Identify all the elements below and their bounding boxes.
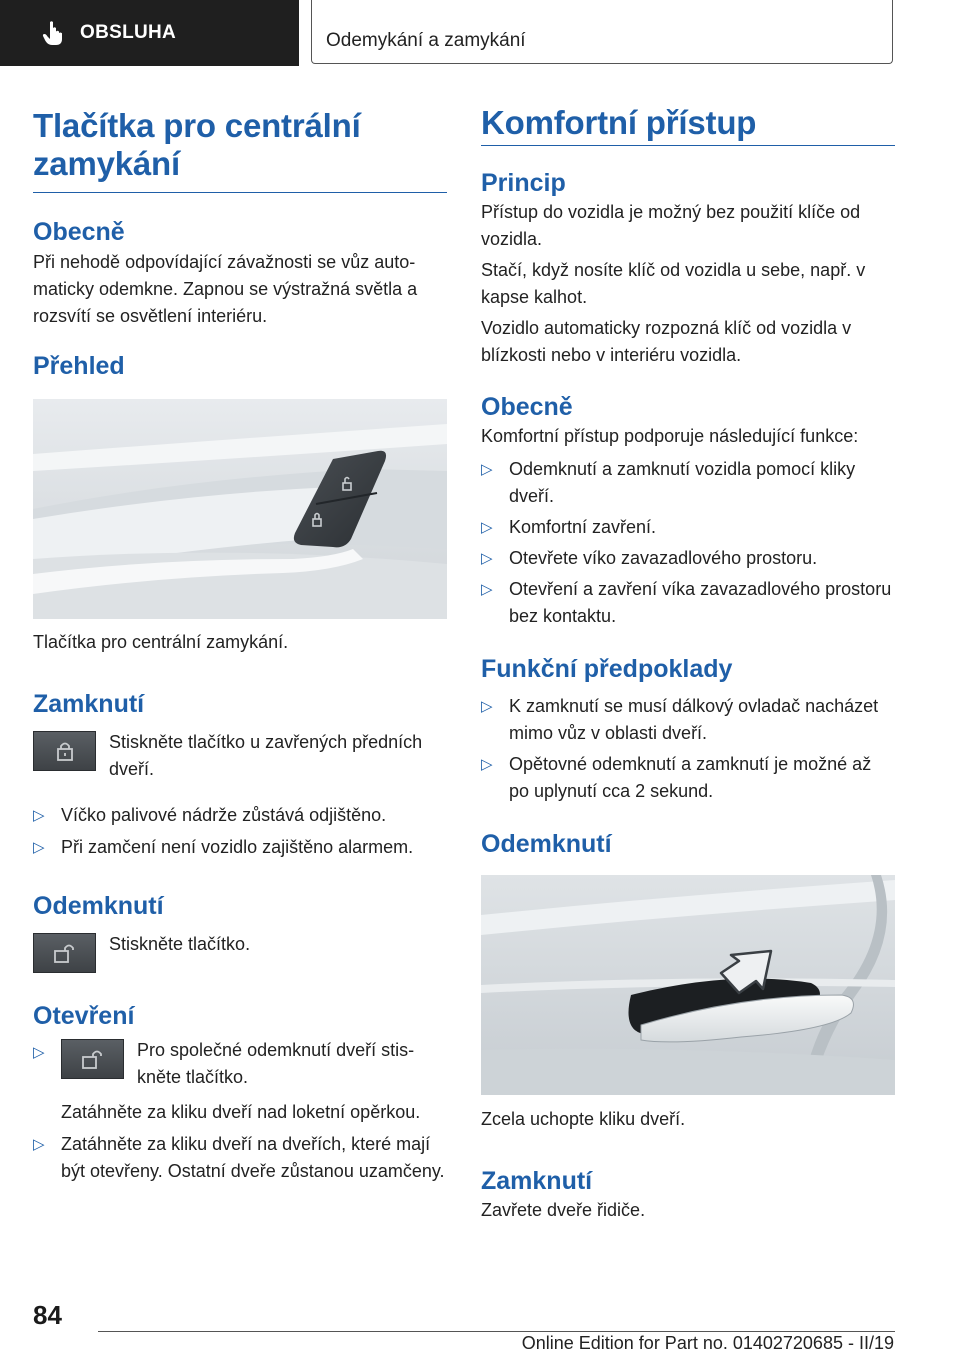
section-title: OBSLUHA bbox=[80, 22, 177, 43]
general-text: Při nehodě odpovídající závažnosti se vůz automaticky odemkne. Zapnou se výstražná světla a rozsvítí se osvětlení interiéru. bbox=[33, 252, 418, 326]
principle-p3: Vozidlo automaticky rozpozná klíč od vozidla v blízkosti nebo v interiéru vozidla. bbox=[481, 318, 852, 365]
left-column bbox=[33, 100, 447, 1185]
unlock-icon bbox=[53, 942, 77, 964]
footer-rule bbox=[98, 1331, 895, 1332]
list-item: ▷ Víčko palivové nádrže zůstává odjištěno. bbox=[33, 802, 447, 829]
principle-p2: Stačí, když nosíte klíč od vozidla u sebe, např. v kapse kalhot. bbox=[481, 260, 866, 307]
lock-text: Stiskněte tlačítko u zavřených předních dveří. bbox=[109, 732, 423, 779]
title-rule bbox=[33, 192, 447, 193]
unlock-heading: Odemknutí bbox=[33, 892, 164, 920]
unlock-button-image bbox=[33, 933, 96, 973]
overview-caption: Tlačítka pro centrální zamykání. bbox=[33, 632, 289, 652]
bullet-triangle-icon: ▷ bbox=[33, 1044, 45, 1061]
overview-heading: Přehled bbox=[33, 352, 125, 380]
comfort-intro: Komfortní přístup podporuje následující funkce: bbox=[481, 426, 859, 446]
unlock-icon bbox=[81, 1048, 105, 1070]
principle-p1: Přístup do vozidla je možný bez použití klíče od vozidla. bbox=[481, 202, 861, 249]
unlock-row bbox=[33, 933, 447, 973]
bullet-triangle-icon: ▷ bbox=[33, 1136, 45, 1153]
lock-button-image bbox=[33, 731, 96, 771]
list-item: ▷ Při zamčení není vozidlo zajištěno alarmem. bbox=[33, 834, 447, 861]
open-row bbox=[61, 1039, 447, 1091]
bullet-triangle-icon: ▷ bbox=[33, 807, 45, 824]
topic-box bbox=[311, 0, 893, 64]
bullet-triangle-icon: ▷ bbox=[481, 581, 493, 598]
door-buttons-photo bbox=[33, 399, 447, 619]
lock-row bbox=[33, 731, 447, 783]
list-item: ▷ K zamknutí se musí dálkový ovladač nacházet mimo vůz v oblasti dveří. bbox=[481, 693, 895, 747]
bullet-triangle-icon: ▷ bbox=[33, 839, 45, 856]
comfort-lock-text: Zavřete dveře řidiče. bbox=[481, 1200, 646, 1220]
hand-icon bbox=[42, 20, 64, 46]
bullet-triangle-icon: ▷ bbox=[481, 550, 493, 567]
unlock-button-image bbox=[61, 1039, 124, 1079]
lock-heading: Zamknutí bbox=[33, 690, 145, 718]
comfort-bullets bbox=[481, 456, 895, 630]
comfort-general-heading: Obecně bbox=[481, 393, 573, 421]
door-handle-illustration bbox=[481, 875, 895, 1095]
right-column bbox=[481, 100, 895, 1224]
edition-text: Online Edition for Part no. 01402720685 - II/19 bbox=[521, 1333, 894, 1353]
comfort-lock-heading: Zamknutí bbox=[481, 1167, 593, 1195]
title-rule bbox=[481, 145, 895, 146]
left-title: Tlačítka pro centrální zamykání bbox=[33, 107, 361, 182]
page-header bbox=[0, 0, 960, 66]
right-title: Komfortní přístup bbox=[481, 104, 757, 141]
list-item: ▷ Opětovné odemknutí a zamknutí je možné až po uplynutí cca 2 sekund. bbox=[481, 751, 895, 805]
comfort-unlock-heading: Odemknutí bbox=[481, 830, 612, 858]
open-bullets bbox=[33, 1039, 447, 1185]
open-bullet-extra: Zatáhněte za kliku dveří nad loketní opěrkou. bbox=[61, 1102, 421, 1122]
topic-title: Odemykání a zamykání bbox=[326, 30, 526, 51]
list-item bbox=[33, 1039, 447, 1126]
lock-bullets bbox=[33, 802, 447, 861]
bullet-triangle-icon: ▷ bbox=[481, 698, 493, 715]
page-number: 84 bbox=[33, 1300, 62, 1330]
bullet-triangle-icon: ▷ bbox=[481, 519, 493, 536]
list-item: ▷ Otevřete víko zavazadlového prostoru. bbox=[481, 545, 895, 572]
open-heading: Otevření bbox=[33, 1002, 135, 1030]
requirements-bullets bbox=[481, 693, 895, 805]
open-bullet-text: Pro společné odemknutí dveří stiskněte tlačítko. bbox=[137, 1040, 415, 1087]
general-heading: Obecně bbox=[33, 218, 125, 246]
requirements-heading: Funkční předpoklady bbox=[481, 655, 733, 683]
principle-heading: Princip bbox=[481, 169, 566, 197]
bullet-triangle-icon: ▷ bbox=[481, 756, 493, 773]
handle-caption: Zcela uchopte kliku dveří. bbox=[481, 1109, 686, 1129]
unlock-text: Stiskněte tlačítko. bbox=[109, 934, 251, 954]
list-item: ▷ Otevření a zavření víka zavazadlového prostoru bez kontaktu. bbox=[481, 576, 895, 630]
list-item: ▷ Komfortní zavření. bbox=[481, 514, 895, 541]
door-handle-photo bbox=[481, 875, 895, 1095]
door-panel-illustration bbox=[33, 399, 447, 619]
list-item: ▷ Zatáhněte za kliku dveří na dveřích, které mají být otevřeny. Ostatní dveře zůstanou uzamčeny. bbox=[33, 1131, 447, 1185]
bullet-triangle-icon: ▷ bbox=[481, 461, 493, 478]
lock-icon bbox=[55, 740, 75, 762]
section-tab bbox=[0, 0, 299, 66]
list-item: ▷ Odemknutí a zamknutí vozidla pomocí kliky dveří. bbox=[481, 456, 895, 510]
